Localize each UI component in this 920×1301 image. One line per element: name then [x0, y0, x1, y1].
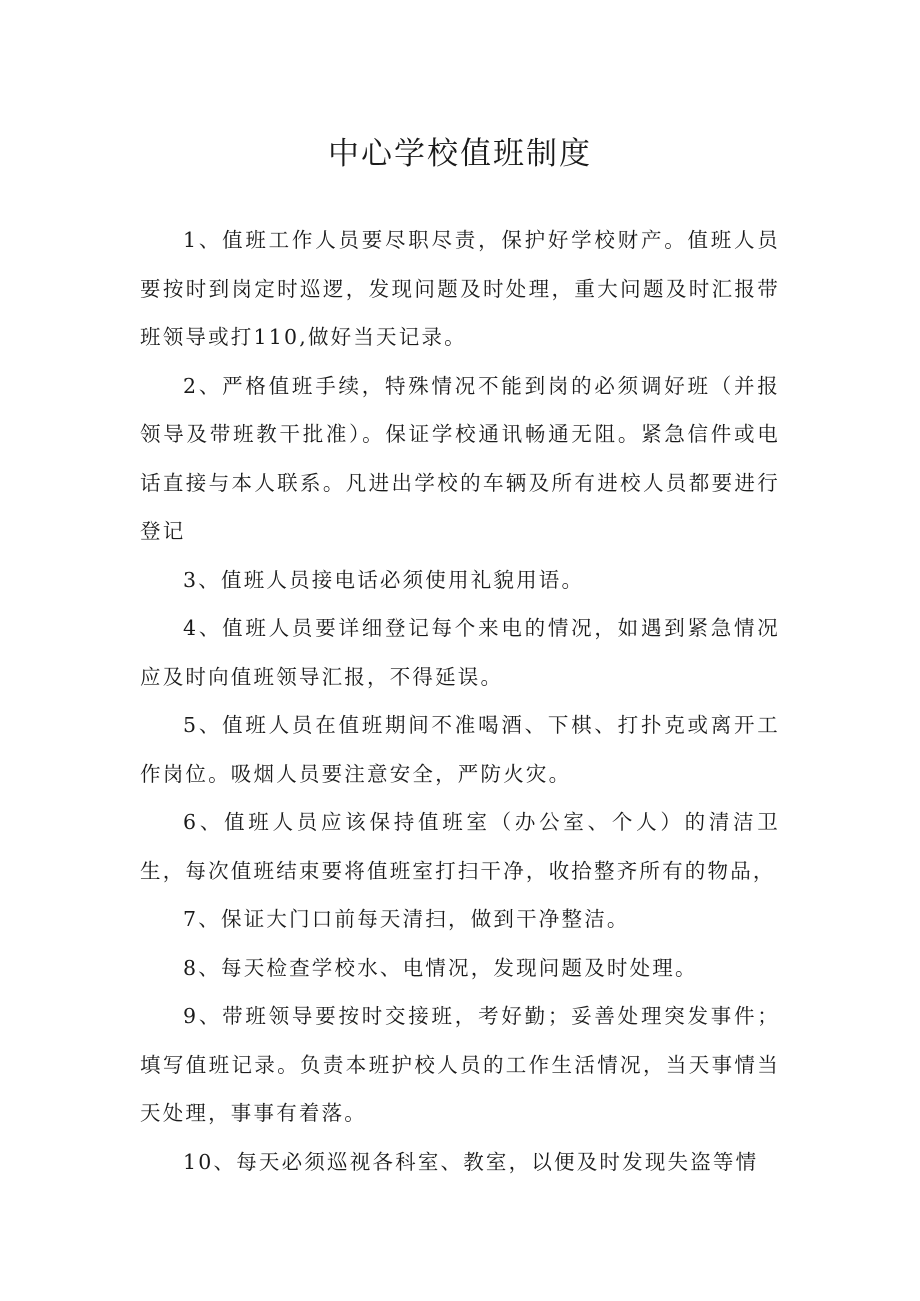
- rule-paragraph-3: 3、值班人员接电话必须使用礼貌用语。: [183, 567, 585, 592]
- document-title: 中心学校值班制度: [328, 136, 592, 172]
- rule-paragraph-4: 4、值班人员要详细登记每个来电的情况，如遇到紧急情况应及时向值班领导汇报，不得延误。: [140, 616, 780, 689]
- rule-paragraph-8: 8、每天检查学校水、电情况，发现问题及时处理。: [183, 955, 698, 980]
- rule-paragraph-1: 1、值班工作人员要尽职尽责，保护好学校财产。值班人员要按时到岗定时巡逻，发现问题及时处理，重大问题及时汇报带班领导或打110,做好当天记录。: [140, 228, 780, 349]
- rule-paragraph-10: 10、每天必须巡视各科室、教室，以便及时发现失盗等情: [183, 1149, 759, 1174]
- rule-paragraph-5: 5、值班人员在值班期间不准喝酒、下棋、打扑克或离开工作岗位。吸烟人员要注意安全，严防火灾。: [140, 713, 780, 786]
- rule-paragraph-7: 7、保证大门口前每天清扫，做到干净整洁。: [183, 907, 630, 931]
- rule-paragraph-9: 9、带班领导要按时交接班，考好勤；妥善处理突发事件；填写值班记录。负责本班护校人员的工作生活情况，当天事情当天处理，事事有着落。: [140, 1004, 780, 1125]
- rule-paragraph-6: 6、值班人员应该保持值班室（办公室、个人）的清洁卫生，每次值班结束要将值班室打扫干净，收拾整齐所有的物品，: [140, 810, 780, 883]
- rule-paragraph-2: 2、严格值班手续，特殊情况不能到岗的必须调好班（并报领导及带班教干批准）。保证学校通讯畅通无阻。紧急信件或电话直接与本人联系。凡进出学校的车辆及所有进校人员都要进行登记: [140, 373, 780, 543]
